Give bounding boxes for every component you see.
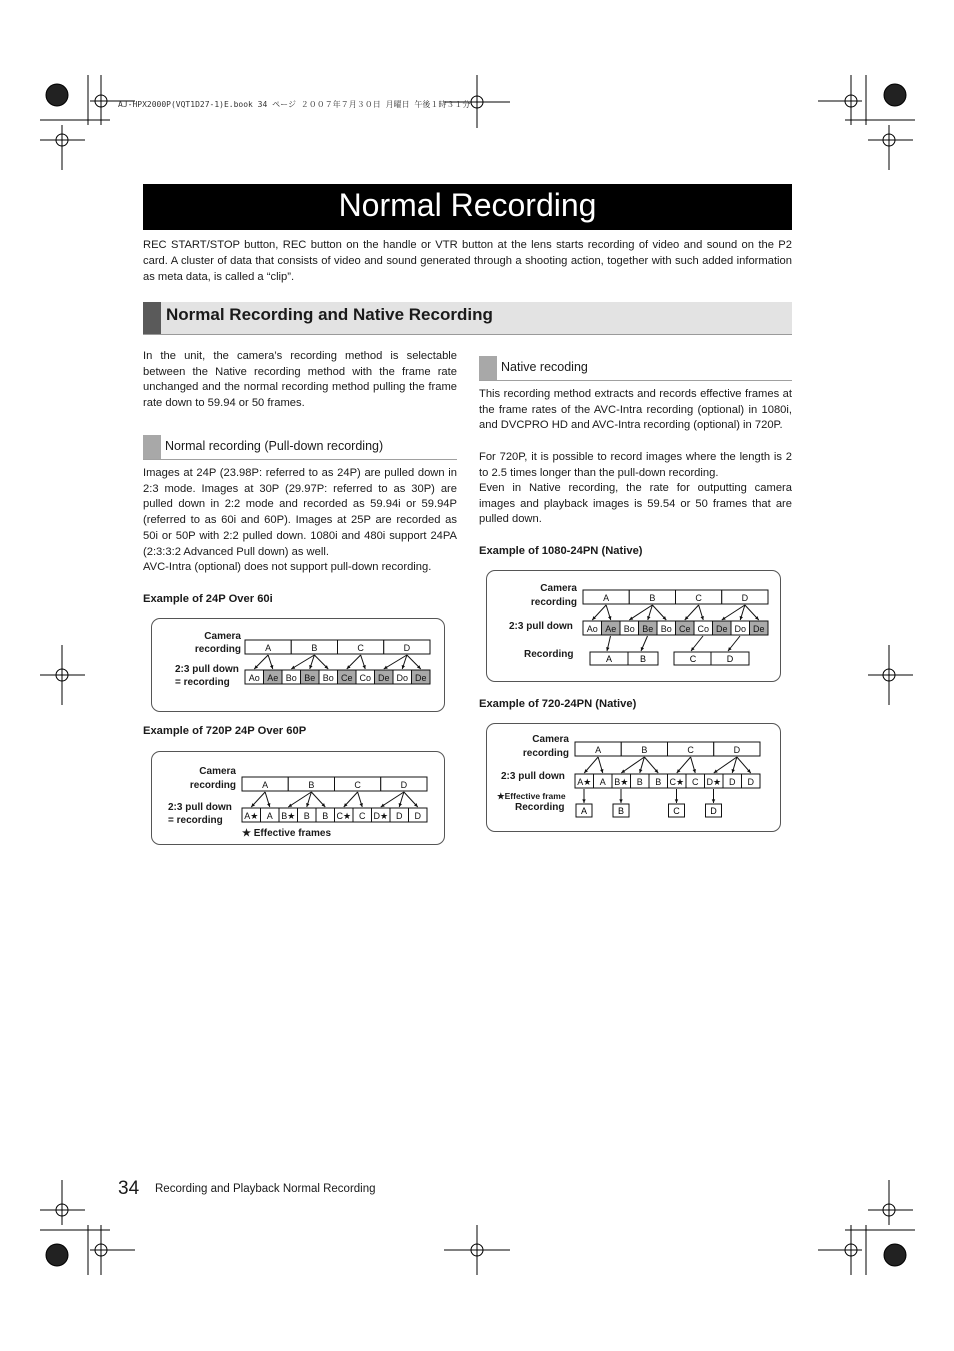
svg-d4-bottom-label-7: D★	[706, 777, 722, 787]
svg-d4-bottom-label-6: C	[692, 777, 699, 787]
svg-d3-rec-label-2: C	[689, 654, 697, 664]
svg-d3-top-label-3: D	[741, 593, 749, 603]
page-title: Normal Recording	[143, 184, 792, 230]
svg-d2-bottom-label-8: D	[396, 811, 403, 821]
svg-d4-bottom-label-8: D	[729, 777, 736, 787]
section-heading-text: Normal Recording and Native Recording	[166, 305, 493, 324]
example-title-720-24pn: Example of 720-24PN (Native)	[479, 698, 637, 710]
svg-d1-bottom-label-9: De	[414, 673, 427, 683]
svg-d3-bottom-label-0: Ao	[586, 624, 598, 634]
d3-recording-label: recording	[530, 597, 577, 608]
diagram-720p-24p-over-60p	[151, 751, 445, 845]
svg-d4-rec-arrow-0-head	[582, 799, 585, 803]
svg-d2-top-label-2: C	[354, 780, 361, 790]
svg-d4-rec-label-1: B	[617, 806, 625, 816]
svg-d2-bottom-label-7: D★	[373, 811, 389, 821]
svg-d4-bottom-label-0: A★	[577, 777, 592, 787]
d3-pulldown-label: 2:3 pull down	[509, 621, 573, 632]
d4-frames	[487, 724, 780, 831]
svg-d4-top-label-1: B	[641, 745, 648, 755]
subheading-native-recording	[479, 356, 792, 381]
svg-d1-bottom-label-1: Ae	[267, 673, 279, 683]
svg-d2-top-label-0: A	[262, 780, 269, 790]
d1-recording-label: recording	[194, 644, 241, 655]
svg-d4-top-label-0: A	[595, 745, 602, 755]
intro-paragraph: REC START/STOP button, REC button on the handle or VTR button at the lens starts recording of video and sound on the P2 card. A cluster of data that consists of video and sound generated through a shooting action, together with such added information as meta data, is called a “clip”.	[143, 239, 792, 283]
svg-d2-bottom-label-1: A	[266, 811, 273, 821]
svg-d2-bottom-label-2: B★	[281, 811, 296, 821]
diagram-24p-over-60i	[151, 618, 445, 712]
svg-d2-bottom-label-5: C★	[336, 811, 352, 821]
svg-d4-rec-arrow-2-head	[675, 799, 678, 803]
svg-d2-bottom-label-6: C	[359, 811, 366, 821]
svg-d4-bottom-label-3: B	[636, 777, 643, 787]
example-title-720p-24p-over-60p: Example of 720P 24P Over 60P	[143, 725, 307, 737]
section-heading	[143, 302, 792, 335]
svg-d3-bottom-label-8: Do	[734, 624, 747, 634]
svg-d2-top-label-3: D	[400, 780, 408, 790]
svg-d4-bottom-label-4: B	[655, 777, 662, 787]
svg-d1-arrow-2-1-head	[362, 665, 365, 669]
svg-d1-arrow-3-1-head	[402, 665, 405, 669]
svg-d3-rec-label-0: A	[605, 654, 613, 664]
svg-d2-bottom-label-0: A★	[244, 811, 259, 821]
svg-d4-bottom-label-1: A	[599, 777, 606, 787]
svg-d1-bottom-label-8: Do	[396, 673, 409, 683]
svg-d3-bottom-label-6: Co	[697, 624, 710, 634]
svg-d4-bottom-label-9: D	[747, 777, 754, 787]
diagram-720-24pn-native	[486, 723, 781, 832]
svg-d3-bottom-label-1: Ae	[605, 624, 617, 634]
footer-breadcrumb: Recording and Playback Normal Recording	[155, 1183, 376, 1195]
svg-d3-top-label-1: B	[649, 593, 656, 603]
example-title-1080-24pn: Example of 1080-24PN (Native)	[479, 545, 643, 557]
svg-d3-rec-label-1: B	[639, 654, 647, 664]
d3-camera-label: Camera	[540, 583, 577, 594]
d1-frames	[152, 619, 444, 711]
d2-equals-recording-label: = recording	[168, 815, 223, 826]
left-para-1: In the unit, the camera’s recording method is selectable between the Native recording method with the frame rate unchanged and the normal recording method pulling the frame rate down to 59.94 or 50 frames.	[143, 350, 457, 410]
svg-d1-top-label-0: A	[265, 643, 272, 653]
svg-d1-bottom-label-6: Co	[359, 673, 372, 683]
d4-record-label: Recording	[515, 802, 565, 813]
right-para-1: This recording method extracts and records effective frames at the frame rates of the AVC-Intra recording (optional) in 1080i, and DVCPRO HD and AVC-Intra recording (optional) in 720P.	[479, 388, 792, 432]
subheading-normal-recording	[143, 435, 457, 460]
d2-recording-label: recording	[189, 780, 236, 791]
subheading-marker	[479, 356, 497, 380]
svg-d4-top-label-3: D	[733, 745, 741, 755]
svg-d4-rec-label-2: C	[673, 806, 680, 816]
left-para-2: Images at 24P (23.98P: referred to as 24P) are pulled down in 2:3 mode. Images at 30P (29.97P: referred to as 30P) are pulled down in 2:2 mode and recorded as 59.94i or 59.94P (referred to as 60i and 60P). Images at 25P are recorded as 50i or 50P with 2:2 pulled down. 1080i and 480i support 24PA (2:3:3:2 Advanced Pull down) as well.	[143, 467, 457, 558]
d1-equals-recording-label: = recording	[175, 677, 230, 688]
svg-d1-top-label-3: D	[403, 643, 411, 653]
print-header-meta: AJ-HPX2000P(VQT1D27-1)E.book 34 ページ ２００７年７月３０日 月曜日 午後１時３１分	[118, 100, 471, 109]
d2-pulldown-label: 2:3 pull down	[168, 802, 232, 813]
d4-effective-frame-legend: ★Effective frame	[497, 791, 566, 801]
d3-record-label: Recording	[524, 649, 574, 660]
svg-d4-rec-arrow-3-head	[712, 799, 715, 803]
d4-recording-label: recording	[522, 748, 569, 759]
svg-d4-top-label-2: C	[687, 745, 694, 755]
right-para-3: Even in Native recording, the rate for outputting camera images and playback images is 59.54 or 50 frames that are pulled down.	[479, 482, 792, 526]
svg-d4-rec-label-0: A	[580, 806, 588, 816]
d1-pulldown-label: 2:3 pull down	[175, 664, 239, 675]
left-para-3: AVC-Intra (optional) does not support pull-down recording.	[143, 561, 432, 573]
svg-d1-bottom-label-7: De	[377, 673, 390, 683]
d2-frames	[152, 752, 444, 844]
svg-d4-rec-label-3: D	[710, 806, 717, 816]
svg-d4-rec-arrow-1-head	[619, 799, 622, 803]
svg-d3-bottom-label-4: Bo	[660, 624, 672, 634]
svg-d1-top-label-2: C	[357, 643, 364, 653]
page-number: 34	[118, 1178, 140, 1199]
svg-d1-bottom-label-3: Be	[304, 673, 316, 683]
svg-d3-bottom-label-9: De	[752, 624, 765, 634]
svg-d3-bottom-label-5: Ce	[678, 624, 691, 634]
d2-camera-label: Camera	[199, 766, 236, 777]
d4-pulldown-label: 2:3 pull down	[501, 771, 565, 782]
svg-d3-bottom-label-7: De	[715, 624, 728, 634]
svg-d1-bottom-label-0: Ao	[248, 673, 260, 683]
subheading-marker	[143, 435, 161, 459]
svg-d1-arrow-0-1-head	[270, 665, 273, 669]
d4-camera-label: Camera	[532, 734, 569, 745]
svg-d2-bottom-label-3: B	[303, 811, 310, 821]
subheading-text: Native recoding	[501, 360, 588, 374]
d2-legend-effective-frames: ★ Effective frames	[242, 828, 332, 839]
svg-d3-rec-label-3: D	[726, 654, 734, 664]
d3-frames	[487, 571, 780, 681]
svg-d3-bottom-label-2: Bo	[623, 624, 635, 634]
svg-d1-top-label-1: B	[311, 643, 318, 653]
svg-d1-bottom-label-4: Bo	[322, 673, 334, 683]
svg-d4-bottom-label-5: C★	[669, 777, 685, 787]
example-title-24p-over-60i: Example of 24P Over 60i	[143, 593, 273, 605]
svg-d1-bottom-label-2: Bo	[285, 673, 297, 683]
svg-d3-top-label-0: A	[603, 593, 610, 603]
right-para-2: For 720P, it is possible to record images where the length is 2 to 2.5 times longer than the pull-down recording.	[479, 451, 792, 479]
section-heading-marker	[143, 302, 161, 334]
svg-d1-bottom-label-5: Ce	[340, 673, 353, 683]
svg-d3-bottom-label-3: Be	[642, 624, 654, 634]
diagram-1080-24pn-native	[486, 570, 781, 682]
svg-d1-arrow-1-1-head	[309, 665, 312, 669]
svg-d2-bottom-label-9: D	[414, 811, 421, 821]
svg-d4-bottom-label-2: B★	[614, 777, 629, 787]
subheading-text: Normal recording (Pull-down recording)	[165, 439, 384, 453]
svg-d2-bottom-label-4: B	[322, 811, 329, 821]
d1-camera-label: Camera	[204, 631, 241, 642]
svg-d3-top-label-2: C	[695, 593, 702, 603]
svg-d2-top-label-1: B	[308, 780, 315, 790]
